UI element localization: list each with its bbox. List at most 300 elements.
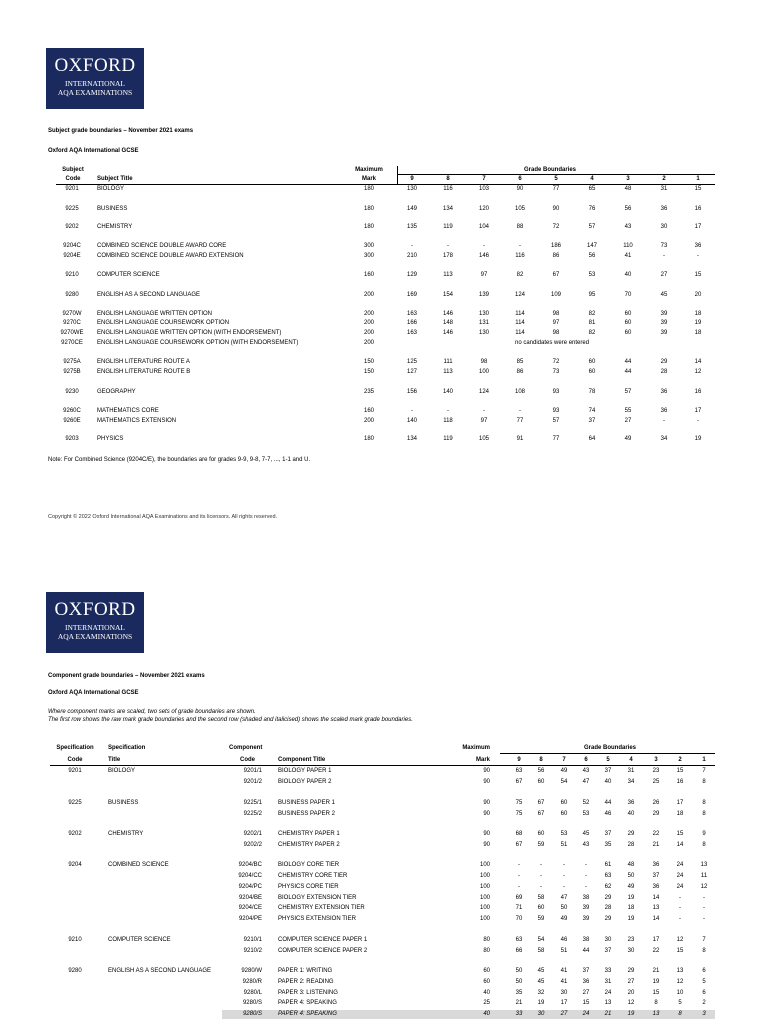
component-max-mark: 40 xyxy=(483,990,490,996)
grade-boundary-cell: 60 xyxy=(624,311,632,317)
grade-boundary-cell: 27 xyxy=(624,418,632,424)
grade-header-9: 9 xyxy=(517,757,521,763)
subject-code: 9260C xyxy=(63,408,81,414)
grade-boundary-cell: - xyxy=(703,905,705,911)
grade-boundary-cell: 73 xyxy=(660,243,668,249)
grade-boundary-cell: 31 xyxy=(660,186,668,192)
grade-boundary-cell: 36 xyxy=(660,408,668,414)
subject-max-mark: 160 xyxy=(363,272,374,278)
grade-boundary-cell: 97 xyxy=(552,320,560,326)
grade-boundary-cell: 78 xyxy=(588,389,596,395)
grade-boundary-cell: - xyxy=(483,243,485,249)
grade-boundary-cell: 23 xyxy=(652,768,660,774)
spec-code: 9202 xyxy=(68,831,82,837)
grade-header-7: 7 xyxy=(562,757,566,763)
subject-title: BUSINESS xyxy=(97,206,128,212)
subject-max-mark: 180 xyxy=(363,224,374,230)
subject-max-mark: 200 xyxy=(363,320,374,326)
grade-boundary-cell: 57 xyxy=(588,224,596,230)
grade-boundary-cell: 77 xyxy=(516,418,524,424)
grade-boundary-cell: 134 xyxy=(442,206,453,212)
grade-boundary-cell: 5 xyxy=(678,1000,682,1006)
grade-boundary-cell: 105 xyxy=(478,436,489,442)
grade-boundary-cell: 36 xyxy=(652,884,660,890)
grade-boundary-cell: 29 xyxy=(652,811,660,817)
grade-boundary-cell: 24 xyxy=(582,1011,590,1017)
grade-boundary-cell: - xyxy=(679,895,681,901)
component-title: PAPER 3: LISTENING xyxy=(278,990,338,996)
s2-header-underline xyxy=(500,753,715,754)
grade-boundary-cell: 131 xyxy=(478,320,489,326)
grade-boundary-cell: - xyxy=(518,884,520,890)
grade-boundary-cell: 47 xyxy=(582,779,590,785)
component-max-mark: 25 xyxy=(483,1000,490,1006)
grade-boundaries-header: Grade Boundaries xyxy=(523,167,576,173)
grade-boundary-cell: 24 xyxy=(604,990,612,996)
grade-boundary-cell: 130 xyxy=(478,311,489,317)
grade-boundary-cell: 37 xyxy=(582,968,590,974)
grade-boundary-cell: - xyxy=(563,862,565,868)
grade-header-7: 7 xyxy=(482,176,486,182)
grade-boundary-cell: 8 xyxy=(702,842,706,848)
col-spec-title-header-2: Title xyxy=(108,757,121,763)
subject-title: MATHEMATICS CORE xyxy=(97,408,159,414)
grade-boundary-cell: 125 xyxy=(406,359,417,365)
grade-boundary-cell: 130 xyxy=(406,186,417,192)
grade-boundary-cell: 34 xyxy=(627,779,635,785)
grade-boundary-cell: 6 xyxy=(702,968,706,974)
grade-boundary-cell: 135 xyxy=(406,224,417,230)
component-code: 9202/2 xyxy=(243,842,262,848)
grade-boundary-cell: 59 xyxy=(537,842,545,848)
grade-boundary-cell: 148 xyxy=(442,320,453,326)
grade-boundary-cell: 178 xyxy=(442,253,453,259)
subject-max-mark: 200 xyxy=(363,340,374,346)
subject-code: 9270W xyxy=(62,311,82,317)
grade-boundary-cell: 163 xyxy=(406,311,417,317)
subject-code: 9201 xyxy=(65,186,79,192)
grade-boundary-cell: 13 xyxy=(652,1011,660,1017)
col-component-header: Component xyxy=(229,745,263,751)
grade-boundary-cell: 26 xyxy=(652,800,660,806)
grade-boundary-cell: 39 xyxy=(582,916,590,922)
grade-boundary-cell: 91 xyxy=(516,436,524,442)
grade-boundary-cell: - xyxy=(519,408,521,414)
grade-boundary-cell: 111 xyxy=(443,359,453,365)
grade-boundary-cell: 68 xyxy=(515,831,523,837)
grade-boundary-cell: 93 xyxy=(552,389,560,395)
grade-boundary-cell: 114 xyxy=(515,330,525,336)
col-subject-title-header: Subject Title xyxy=(97,176,133,182)
spec-code: 9204 xyxy=(68,862,82,868)
col-spec-code-header: Specification xyxy=(56,745,94,751)
grade-boundary-cell: 103 xyxy=(478,186,489,192)
spec-title: COMBINED SCIENCE xyxy=(108,862,169,868)
grade-boundary-cell: 49 xyxy=(627,884,635,890)
spec-title: BIOLOGY xyxy=(108,768,136,774)
grade-header-4: 4 xyxy=(629,757,633,763)
grade-boundary-cell: 146 xyxy=(442,311,453,317)
grade-boundary-cell: - xyxy=(663,418,665,424)
component-max-mark: 60 xyxy=(483,979,490,985)
grade-boundary-cell: 63 xyxy=(515,937,523,943)
grade-boundary-cell: 27 xyxy=(582,990,590,996)
grade-boundary-cell: 55 xyxy=(624,408,632,414)
subject-title: ENGLISH LANGUAGE COURSEWORK OPTION (WITH ENDORSEMENT) xyxy=(97,340,299,346)
subject-max-mark: 300 xyxy=(363,243,374,249)
grade-boundary-cell: 50 xyxy=(515,968,523,974)
grade-boundary-cell: 7 xyxy=(702,768,706,774)
col-component-title-header: Component Title xyxy=(278,757,326,763)
spec-code: 9280 xyxy=(68,968,82,974)
grade-header-2: 2 xyxy=(662,176,666,182)
col-max-header-2: Mark xyxy=(361,176,376,182)
grade-boundary-cell: 86 xyxy=(552,253,560,259)
grade-boundary-cell: 166 xyxy=(406,320,417,326)
grade-boundary-cell: - xyxy=(518,873,520,879)
grade-boundary-cell: 140 xyxy=(442,389,453,395)
grade-boundary-cell: 10 xyxy=(676,990,684,996)
subject-title: CHEMISTRY xyxy=(97,224,133,230)
grade-boundary-cell: 186 xyxy=(550,243,561,249)
grade-boundary-cell: 13 xyxy=(676,968,684,974)
grade-boundary-cell: 8 xyxy=(678,1011,682,1017)
col-component-code-header: Code xyxy=(240,757,255,763)
grade-boundary-cell: 53 xyxy=(560,831,568,837)
grade-boundary-cell: 37 xyxy=(652,873,660,879)
component-code: 9280/W xyxy=(241,968,262,974)
grade-boundary-cell: - xyxy=(540,862,542,868)
grade-boundary-cell: 51 xyxy=(560,948,568,954)
grade-boundary-cell: 54 xyxy=(560,779,568,785)
subject-max-mark: 180 xyxy=(363,186,374,192)
component-max-mark: 90 xyxy=(483,842,490,848)
component-max-mark: 40 xyxy=(483,1011,490,1017)
grade-boundary-cell: 21 xyxy=(604,1011,612,1017)
grade-boundary-cell: 210 xyxy=(406,253,417,259)
grade-boundary-cell: - xyxy=(563,884,565,890)
component-title: PAPER 4: SPEAKING xyxy=(278,1000,337,1006)
subject-code: 9203 xyxy=(65,436,79,442)
grade-boundary-cell: 14 xyxy=(694,359,702,365)
grade-boundary-cell: 67 xyxy=(537,800,545,806)
subject-code: 9270CE xyxy=(61,340,83,346)
grade-boundary-cell: 35 xyxy=(604,842,612,848)
grade-boundary-cell: 146 xyxy=(478,253,489,259)
grade-boundary-cell: 114 xyxy=(515,320,525,326)
component-title: PAPER 2: READING xyxy=(278,979,334,985)
grade-boundary-cell: 17 xyxy=(652,937,660,943)
grade-boundary-cell: 27 xyxy=(660,272,668,278)
grade-boundary-cell: 8 xyxy=(702,948,706,954)
subject-title: COMPUTER SCIENCE xyxy=(97,272,160,278)
grade-boundary-cell: 28 xyxy=(627,842,635,848)
grade-header-1: 1 xyxy=(702,757,706,763)
col-max-header: Maximum xyxy=(355,167,383,173)
subject-title: BIOLOGY xyxy=(97,186,125,192)
grade-boundary-cell: 24 xyxy=(676,873,684,879)
grade-boundary-cell: 149 xyxy=(406,206,417,212)
grade-boundary-cell: 110 xyxy=(623,243,633,249)
grade-boundary-cell: 82 xyxy=(516,272,524,278)
component-code: 9280/S xyxy=(242,1011,262,1017)
subject-max-mark: 200 xyxy=(363,311,374,317)
grade-boundary-cell: 75 xyxy=(515,800,523,806)
grade-boundary-cell: 37 xyxy=(604,768,612,774)
component-code: 9204/PE xyxy=(238,916,262,922)
oxford-aqa-logo-2: OXFORD INTERNATIONAL AQA EXAMINATIONS xyxy=(46,592,144,653)
component-max-mark: 90 xyxy=(483,811,490,817)
grade-boundary-cell: 76 xyxy=(588,206,596,212)
grade-boundary-cell: 29 xyxy=(604,895,612,901)
component-code: 9204/BE xyxy=(238,895,262,901)
grade-boundary-cell: 13 xyxy=(604,1000,612,1006)
grade-boundary-cell: 25 xyxy=(652,779,660,785)
grade-boundary-cell: 57 xyxy=(552,418,560,424)
grade-boundary-cell: 19 xyxy=(652,979,660,985)
no-candidates-note: no candidates were entered xyxy=(515,340,590,346)
grade-boundary-cell: 113 xyxy=(443,369,453,375)
component-max-mark: 100 xyxy=(479,916,490,922)
grade-boundary-cell: 13 xyxy=(652,905,660,911)
component-code: 9210/2 xyxy=(243,948,262,954)
grade-header-6: 6 xyxy=(584,757,588,763)
grade-boundary-cell: 129 xyxy=(406,272,417,278)
component-title: CHEMISTRY PAPER 1 xyxy=(278,831,340,837)
grade-boundary-cell: 39 xyxy=(582,905,590,911)
subject-max-mark: 200 xyxy=(363,330,374,336)
grade-boundary-cell: 60 xyxy=(588,359,596,365)
subject-code: 9204E xyxy=(63,253,81,259)
grade-boundary-cell: 54 xyxy=(537,937,545,943)
grade-boundary-cell: 62 xyxy=(604,884,612,890)
spec-code: 9210 xyxy=(68,937,82,943)
subject-max-mark: 150 xyxy=(363,369,374,375)
grade-boundary-cell: 134 xyxy=(406,436,417,442)
grade-boundary-cell: 3 xyxy=(702,1011,706,1017)
grade-boundary-cell: 21 xyxy=(652,842,660,848)
grade-boundary-cell: - xyxy=(585,873,587,879)
grade-boundary-cell: - xyxy=(679,905,681,911)
grade-boundary-cell: 14 xyxy=(652,895,660,901)
grade-boundary-cell: 29 xyxy=(627,831,635,837)
component-title: PAPER 1: WRITING xyxy=(278,968,333,974)
subject-code: 9225 xyxy=(65,206,79,212)
grade-boundary-cell: 45 xyxy=(660,292,668,298)
grade-boundary-cell: 60 xyxy=(624,330,632,336)
grade-boundary-cell: 16 xyxy=(694,389,702,395)
grade-boundary-cell: 127 xyxy=(406,369,417,375)
grade-boundary-cell: 45 xyxy=(582,831,590,837)
grade-boundary-cell: 7 xyxy=(702,937,706,943)
grade-boundary-cell: 71 xyxy=(515,905,523,911)
grade-boundary-cell: 15 xyxy=(676,831,684,837)
grade-boundary-cell: 140 xyxy=(406,418,417,424)
subject-title: ENGLISH AS A SECOND LANGUAGE xyxy=(97,292,201,298)
component-code: 9201/2 xyxy=(243,779,262,785)
grade-boundary-cell: 90 xyxy=(516,186,524,192)
grade-boundary-cell: 33 xyxy=(515,1011,523,1017)
grade-boundary-cell: 36 xyxy=(694,243,702,249)
grade-boundary-cell: 44 xyxy=(582,948,590,954)
grade-boundary-cell: - xyxy=(483,408,485,414)
grade-boundary-cell: 60 xyxy=(588,369,596,375)
component-title: PHYSICS EXTENSION TIER xyxy=(278,916,356,922)
component-code: 9280/L xyxy=(243,990,262,996)
grade-boundary-cell: - xyxy=(540,873,542,879)
grade-boundary-cell: 34 xyxy=(660,436,668,442)
grade-boundary-cell: 118 xyxy=(443,418,453,424)
subject-code: 9260E xyxy=(63,418,81,424)
component-title: BIOLOGY PAPER 1 xyxy=(278,768,332,774)
component-max-mark: 100 xyxy=(479,905,490,911)
subject-title: ENGLISH LANGUAGE WRITTEN OPTION (WITH ENDORSEMENT) xyxy=(97,330,282,336)
grade-boundary-cell: 39 xyxy=(660,311,668,317)
grade-boundary-cell: 67 xyxy=(537,811,545,817)
grade-boundary-cell: 15 xyxy=(694,272,702,278)
component-code: 9280/S xyxy=(242,1000,262,1006)
grade-boundary-cell: 67 xyxy=(552,272,560,278)
grade-boundary-cell: 58 xyxy=(537,948,545,954)
grade-boundary-cell: - xyxy=(585,884,587,890)
grade-boundary-cell: 64 xyxy=(588,436,596,442)
grade-boundary-cell: 90 xyxy=(552,206,560,212)
spec-code: 9225 xyxy=(68,800,82,806)
grade-boundary-cell: 43 xyxy=(582,768,590,774)
combined-science-note: Note: For Combined Science (9204C/E), the boundaries are for grades 9-9, 9-8, 7-7, ..., 1-1 and U. xyxy=(48,457,311,463)
grade-boundary-cell: 29 xyxy=(660,359,668,365)
grade-boundary-cell: 44 xyxy=(624,369,632,375)
component-max-mark: 80 xyxy=(483,948,490,954)
grade-boundary-cell: 77 xyxy=(552,186,560,192)
spec-title: COMPUTER SCIENCE xyxy=(108,937,171,943)
grade-boundary-cell: 16 xyxy=(676,779,684,785)
grade-boundary-cell: 21 xyxy=(515,1000,523,1006)
grade-boundary-cell: 51 xyxy=(560,842,568,848)
subject-max-mark: 150 xyxy=(363,359,374,365)
grade-boundary-cell: 6 xyxy=(702,990,706,996)
grade-boundary-cell: 73 xyxy=(552,369,560,375)
grade-boundary-cell: 14 xyxy=(652,916,660,922)
section2-heading: Component grade boundaries – November 2021 exams xyxy=(48,673,205,679)
grade-boundary-cell: 82 xyxy=(588,330,596,336)
spec-title: CHEMISTRY xyxy=(108,831,144,837)
grade-boundary-cell: 43 xyxy=(582,842,590,848)
section1-subheading: Oxford AQA International GCSE xyxy=(48,148,139,154)
grade-boundary-cell: 86 xyxy=(516,369,524,375)
grade-boundaries-header-s2: Grade Boundaries xyxy=(583,745,636,751)
header-divider xyxy=(397,166,398,184)
grade-boundary-cell: - xyxy=(663,253,665,259)
grade-boundary-cell: 28 xyxy=(604,905,612,911)
grade-header-9: 9 xyxy=(410,176,414,182)
grade-boundary-cell: 63 xyxy=(515,768,523,774)
grade-boundary-cell: 37 xyxy=(588,418,596,424)
component-title: CHEMISTRY PAPER 2 xyxy=(278,842,340,848)
grade-boundary-cell: 17 xyxy=(676,800,684,806)
grade-boundary-cell: 19 xyxy=(694,436,702,442)
grade-boundary-cell: 24 xyxy=(676,884,684,890)
grade-boundary-cell: 72 xyxy=(552,224,560,230)
grade-boundary-cell: 169 xyxy=(406,292,417,298)
grade-boundary-cell: 105 xyxy=(514,206,525,212)
grade-boundary-cell: 53 xyxy=(582,811,590,817)
component-code: 9210/1 xyxy=(243,937,262,943)
component-max-mark: 80 xyxy=(483,937,490,943)
grade-boundary-cell: 30 xyxy=(660,224,668,230)
grade-boundary-cell: 35 xyxy=(515,990,523,996)
grade-boundary-cell: 50 xyxy=(560,905,568,911)
grade-boundary-cell: 58 xyxy=(537,895,545,901)
grade-boundary-cell: 50 xyxy=(515,979,523,985)
grade-boundary-cell: 48 xyxy=(627,862,635,868)
grade-boundary-cell: 40 xyxy=(627,811,635,817)
grade-boundary-cell: - xyxy=(519,243,521,249)
grade-boundary-cell: 60 xyxy=(560,811,568,817)
grade-boundary-cell: 36 xyxy=(660,389,668,395)
grade-boundary-cell: 60 xyxy=(624,320,632,326)
grade-boundary-cell: 100 xyxy=(478,369,489,375)
grade-boundary-cell: 39 xyxy=(660,320,668,326)
grade-boundary-cell: 22 xyxy=(652,948,660,954)
grade-boundary-cell: 15 xyxy=(652,990,660,996)
subject-code: 9230 xyxy=(65,389,79,395)
grade-boundary-cell: 13 xyxy=(700,862,708,868)
header-bottom-rule xyxy=(56,184,715,185)
grade-boundary-cell: 124 xyxy=(514,292,525,298)
grade-boundary-cell: 45 xyxy=(537,968,545,974)
component-code: 9280/R xyxy=(242,979,262,985)
grade-boundary-cell: 41 xyxy=(624,253,632,259)
grade-boundary-cell: - xyxy=(411,243,413,249)
grade-header-8: 8 xyxy=(446,176,450,182)
subject-code: 9202 xyxy=(65,224,79,230)
grade-boundary-cell: 20 xyxy=(627,990,635,996)
grade-boundary-cell: 66 xyxy=(515,948,523,954)
subject-title: ENGLISH LITERATURE ROUTE A xyxy=(97,359,190,365)
grade-boundary-cell: 72 xyxy=(552,359,560,365)
grade-header-4: 4 xyxy=(590,176,594,182)
grade-boundary-cell: 12 xyxy=(627,1000,635,1006)
spec-title: ENGLISH AS A SECOND LANGUAGE xyxy=(108,968,212,974)
grade-boundary-cell: 17 xyxy=(560,1000,568,1006)
grade-boundary-cell: 27 xyxy=(627,979,635,985)
grade-boundary-cell: - xyxy=(585,862,587,868)
grade-boundary-cell: 124 xyxy=(478,389,489,395)
grade-boundary-cell: 36 xyxy=(627,800,635,806)
grade-boundary-cell: 8 xyxy=(702,779,706,785)
component-title: BUSINESS PAPER 1 xyxy=(278,800,335,806)
component-title: BIOLOGY EXTENSION TIER xyxy=(278,895,357,901)
grade-boundary-cell: 31 xyxy=(604,979,612,985)
subject-title: ENGLISH LANGUAGE COURSEWORK OPTION xyxy=(97,320,230,326)
grade-boundary-cell: 30 xyxy=(560,990,568,996)
grade-boundary-cell: 70 xyxy=(515,916,523,922)
grade-header-8: 8 xyxy=(539,757,543,763)
subject-code: 9270C xyxy=(63,320,81,326)
grade-boundary-cell: 15 xyxy=(582,1000,590,1006)
grade-boundary-cell: - xyxy=(679,916,681,922)
grade-boundary-cell: 32 xyxy=(537,990,545,996)
grade-boundary-cell: 40 xyxy=(604,779,612,785)
grade-boundary-cell: 57 xyxy=(624,389,632,395)
grade-boundary-cell: 30 xyxy=(537,1011,545,1017)
grade-boundary-cell: - xyxy=(518,862,520,868)
grade-boundary-cell: 22 xyxy=(652,831,660,837)
spec-title: BUSINESS xyxy=(108,800,139,806)
grade-boundary-cell: 15 xyxy=(694,186,702,192)
grade-boundary-cell: 30 xyxy=(627,948,635,954)
